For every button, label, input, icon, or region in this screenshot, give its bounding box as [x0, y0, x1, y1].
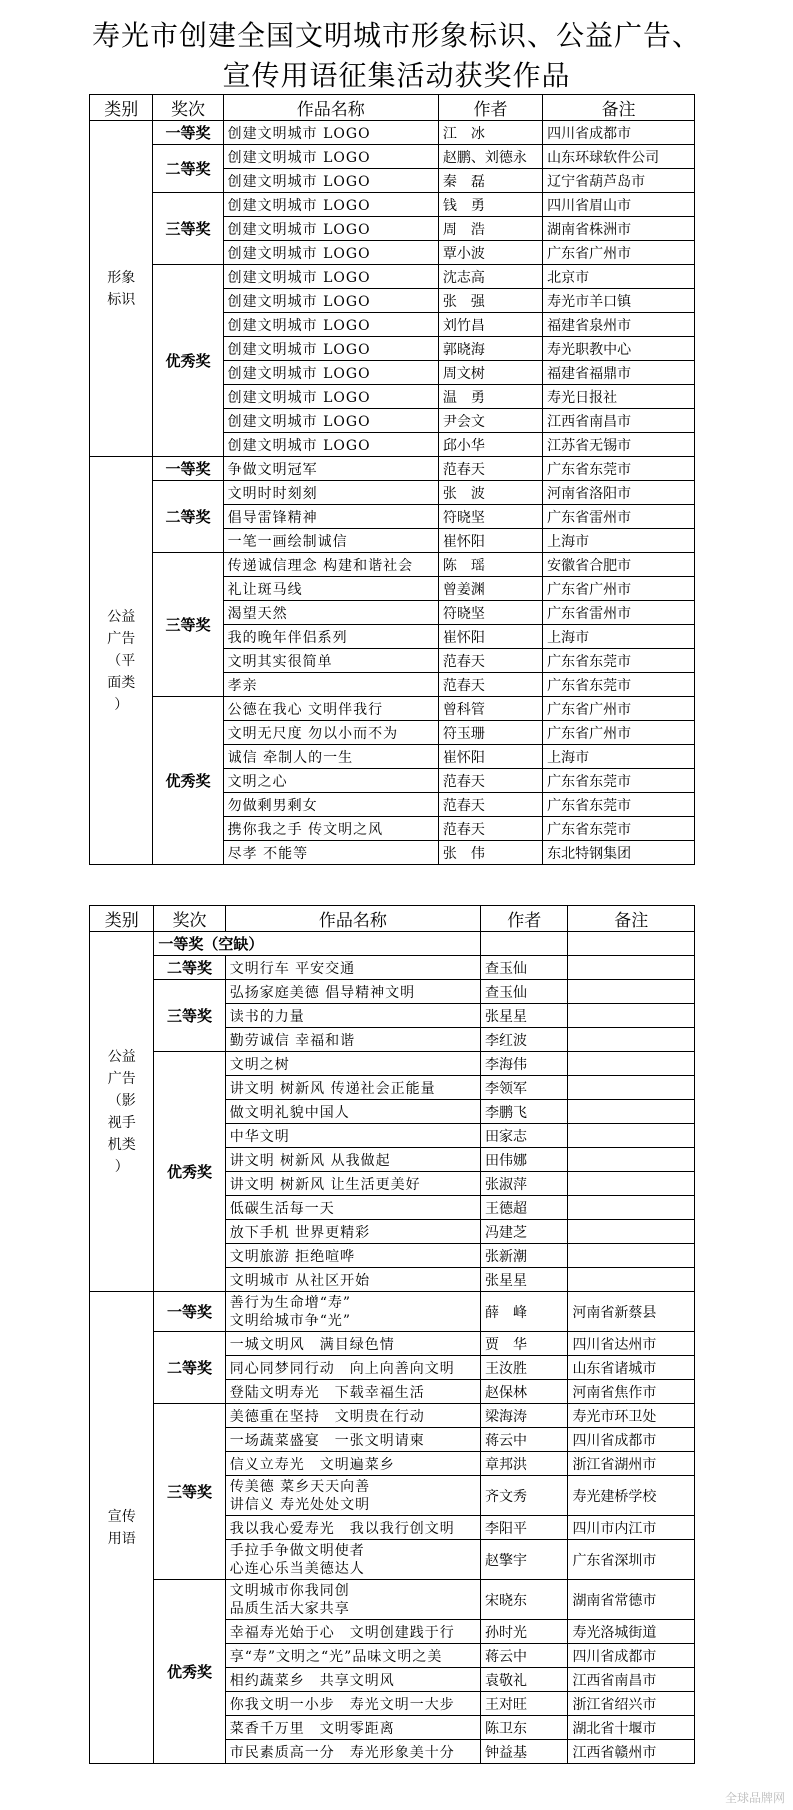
- remarks-cell: [568, 1172, 695, 1196]
- work-name-cell: 创建文明城市 LOGO: [223, 409, 438, 433]
- author-cell: 蒋云中: [481, 1644, 568, 1668]
- work-name-cell: 讲文明 树新风 传递社会正能量: [225, 1076, 480, 1100]
- work-name-cell: 创建文明城市 LOGO: [223, 121, 438, 145]
- table-row: [90, 1052, 695, 1076]
- work-name-cell: 中华文明: [225, 1124, 480, 1148]
- remarks-cell: [568, 1052, 695, 1076]
- author-cell: 查玉仙: [481, 980, 568, 1004]
- author-cell: 赵鹏、刘德永: [438, 145, 542, 169]
- work-name-cell: 诚信 牵制人的一生: [223, 745, 438, 769]
- work-name-cell: 倡导雷锋精神: [223, 505, 438, 529]
- remarks-cell: 湖北省十堰市: [568, 1716, 695, 1740]
- work-name-cell: 创建文明城市 LOGO: [223, 289, 438, 313]
- header-award: 奖次: [154, 906, 225, 932]
- remarks-cell: 四川省达州市: [568, 1332, 695, 1356]
- remarks-cell: 广东省广州市: [543, 241, 695, 265]
- header-remarks: 备注: [543, 95, 695, 121]
- work-name-cell: 文明时时刻刻: [223, 481, 438, 505]
- author-cell: 冯建芝: [481, 1220, 568, 1244]
- remarks-cell: 上海市: [543, 745, 695, 769]
- header-author: 作者: [438, 95, 542, 121]
- remarks-cell: 广东省雷州市: [543, 505, 695, 529]
- remarks-cell: 广东省东莞市: [543, 793, 695, 817]
- remarks-cell: 广东省深圳市: [568, 1540, 695, 1580]
- remarks-cell: 寿光建桥学校: [568, 1476, 695, 1516]
- work-name-cell: 读书的力量: [225, 1004, 480, 1028]
- remarks-cell: 上海市: [543, 625, 695, 649]
- remarks-cell: 四川省成都市: [568, 1644, 695, 1668]
- remarks-cell: 寿光职教中心: [543, 337, 695, 361]
- work-name-cell: 同心同梦同行动 向上向善向文明: [225, 1356, 480, 1380]
- remarks-cell: 广东省东莞市: [543, 649, 695, 673]
- author-cell: 范春天: [438, 673, 542, 697]
- award-cell: 优秀奖: [154, 1052, 225, 1292]
- work-name-cell: 文明之树: [225, 1052, 480, 1076]
- remarks-cell: [568, 1220, 695, 1244]
- work-name-cell: 菜香千万里 文明零距离: [225, 1716, 480, 1740]
- work-name-cell: 创建文明城市 LOGO: [223, 265, 438, 289]
- author-cell: 崔怀阳: [438, 625, 542, 649]
- work-name-cell: 幸福寿光始于心 文明创建践于行: [225, 1620, 480, 1644]
- remarks-cell: [568, 1004, 695, 1028]
- author-cell: 赵保林: [481, 1380, 568, 1404]
- remarks-cell: [568, 932, 695, 956]
- work-name-cell: 市民素质高一分 寿光形象美十分: [225, 1740, 480, 1764]
- work-name-cell: 善行为生命增“寿” 文明给城市争“光”: [225, 1292, 480, 1332]
- remarks-cell: 四川省眉山市: [543, 193, 695, 217]
- author-cell: 查玉仙: [481, 956, 568, 980]
- header-work-name: 作品名称: [225, 906, 480, 932]
- header-author: 作者: [481, 906, 568, 932]
- work-name-cell: 一城文明风 满目绿色情: [225, 1332, 480, 1356]
- author-cell: 齐文秀: [481, 1476, 568, 1516]
- author-cell: 沈志高: [438, 265, 542, 289]
- work-name-cell: 文明行车 平安交通: [225, 956, 480, 980]
- header-category: 类别: [90, 95, 153, 121]
- work-name-cell: 文明旅游 拒绝喧哗: [225, 1244, 480, 1268]
- author-cell: 李红波: [481, 1028, 568, 1052]
- author-cell: 符玉珊: [438, 721, 542, 745]
- work-name-cell: 我以我心爱寿光 我以我行创文明: [225, 1516, 480, 1540]
- author-cell: 章邦洪: [481, 1452, 568, 1476]
- author-cell: 王德超: [481, 1196, 568, 1220]
- remarks-cell: 寿光洛城街道: [568, 1620, 695, 1644]
- table-row: [90, 956, 695, 980]
- work-name-cell: 公德在我心 文明伴我行: [223, 697, 438, 721]
- remarks-cell: 东北特钢集团: [543, 841, 695, 865]
- remarks-cell: 广东省广州市: [543, 721, 695, 745]
- award-cell: 三等奖: [153, 553, 223, 697]
- remarks-cell: 上海市: [543, 529, 695, 553]
- author-cell: 李领军: [481, 1076, 568, 1100]
- author-cell: 温 勇: [438, 385, 542, 409]
- author-cell: 张 强: [438, 289, 542, 313]
- remarks-cell: 河南省洛阳市: [543, 481, 695, 505]
- remarks-cell: 江西省南昌市: [568, 1668, 695, 1692]
- author-cell: [481, 932, 568, 956]
- header-category: 类别: [90, 906, 154, 932]
- work-name-cell: 登陆文明寿光 下载幸福生活: [225, 1380, 480, 1404]
- author-cell: 张 伟: [438, 841, 542, 865]
- award-cell: 二等奖: [154, 1332, 225, 1404]
- remarks-cell: 福建省泉州市: [543, 313, 695, 337]
- author-cell: 周 浩: [438, 217, 542, 241]
- remarks-cell: 广东省雷州市: [543, 601, 695, 625]
- work-name-cell: 我的晚年伴侣系列: [223, 625, 438, 649]
- remarks-cell: 寿光市环卫处: [568, 1404, 695, 1428]
- remarks-cell: 湖南省常德市: [568, 1580, 695, 1620]
- work-name-cell: 低碳生活每一天: [225, 1196, 480, 1220]
- remarks-cell: 河南省新蔡县: [568, 1292, 695, 1332]
- work-name-cell: 创建文明城市 LOGO: [223, 313, 438, 337]
- award-cell: 三等奖: [154, 980, 225, 1052]
- remarks-cell: [568, 1124, 695, 1148]
- work-name-cell: 携你我之手 传文明之风: [223, 817, 438, 841]
- author-cell: 符晓坚: [438, 505, 542, 529]
- author-cell: 曾姜渊: [438, 577, 542, 601]
- work-name-cell: 文明城市 从社区开始: [225, 1268, 480, 1292]
- work-name-cell: 勿做剩男剩女: [223, 793, 438, 817]
- author-cell: 尹会文: [438, 409, 542, 433]
- author-cell: 范春天: [438, 769, 542, 793]
- work-name-cell: 你我文明一小步 寿光文明一大步: [225, 1692, 480, 1716]
- work-name-cell: 创建文明城市 LOGO: [223, 217, 438, 241]
- work-name-cell: 讲文明 树新风 从我做起: [225, 1148, 480, 1172]
- author-cell: 李鹏飞: [481, 1100, 568, 1124]
- remarks-cell: 山东环球软件公司: [543, 145, 695, 169]
- remarks-cell: 湖南省株洲市: [543, 217, 695, 241]
- author-cell: 范春天: [438, 793, 542, 817]
- award-cell: 二等奖: [153, 481, 223, 553]
- work-name-cell: 礼让斑马线: [223, 577, 438, 601]
- remarks-cell: 北京市: [543, 265, 695, 289]
- remarks-cell: 广东省东莞市: [543, 817, 695, 841]
- author-cell: 邱小华: [438, 433, 542, 457]
- work-name-cell: 享“寿”文明之“光”品味文明之美: [225, 1644, 480, 1668]
- remarks-cell: 河南省焦作市: [568, 1380, 695, 1404]
- remarks-cell: 广东省东莞市: [543, 457, 695, 481]
- work-name-cell: 美德重在坚持 文明贵在行动: [225, 1404, 480, 1428]
- author-cell: 蒋云中: [481, 1428, 568, 1452]
- author-cell: 江 冰: [438, 121, 542, 145]
- work-name-cell: 文明其实很简单: [223, 649, 438, 673]
- remarks-cell: [568, 1196, 695, 1220]
- remarks-cell: [568, 1148, 695, 1172]
- author-cell: 崔怀阳: [438, 529, 542, 553]
- remarks-cell: [568, 1100, 695, 1124]
- table-row: [90, 265, 695, 289]
- table-row: [90, 1332, 695, 1356]
- remarks-cell: 四川省成都市: [543, 121, 695, 145]
- award-cell: 三等奖: [154, 1404, 225, 1580]
- author-cell: 宋晓东: [481, 1580, 568, 1620]
- table-row: [90, 1580, 695, 1620]
- work-name-cell: 一笔一画绘制诚信: [223, 529, 438, 553]
- work-name-cell: 创建文明城市 LOGO: [223, 145, 438, 169]
- remarks-cell: 江苏省无锡市: [543, 433, 695, 457]
- work-name-cell: 渴望天然: [223, 601, 438, 625]
- category-cell: 公益 广告 （平 面类 ）: [90, 457, 153, 865]
- table-row: [90, 1292, 695, 1332]
- author-cell: 赵擎宇: [481, 1540, 568, 1580]
- remarks-cell: 四川市内江市: [568, 1516, 695, 1540]
- author-cell: 刘竹昌: [438, 313, 542, 337]
- remarks-cell: 江西省南昌市: [543, 409, 695, 433]
- table-row: [90, 457, 695, 481]
- author-cell: 张淑萍: [481, 1172, 568, 1196]
- award-cell: 二等奖: [153, 145, 223, 193]
- work-name-cell: 创建文明城市 LOGO: [223, 169, 438, 193]
- work-name-cell: 文明城市你我同创 品质生活大家共享: [225, 1580, 480, 1620]
- work-name-cell: 创建文明城市 LOGO: [223, 433, 438, 457]
- author-cell: 李阳平: [481, 1516, 568, 1540]
- remarks-cell: [568, 1244, 695, 1268]
- remarks-cell: [568, 980, 695, 1004]
- author-cell: 陈 瑶: [438, 553, 542, 577]
- remarks-cell: 寿光日报社: [543, 385, 695, 409]
- award-cell: 一等奖（空缺）: [154, 932, 481, 956]
- watermark: 全球品牌网: [724, 1791, 785, 1805]
- author-cell: 陈卫东: [481, 1716, 568, 1740]
- work-name-cell: 创建文明城市 LOGO: [223, 361, 438, 385]
- remarks-cell: 浙江省湖州市: [568, 1452, 695, 1476]
- author-cell: 周文树: [438, 361, 542, 385]
- work-name-cell: 做文明礼貌中国人: [225, 1100, 480, 1124]
- author-cell: 张 波: [438, 481, 542, 505]
- author-cell: 张星星: [481, 1268, 568, 1292]
- work-name-cell: 孝亲: [223, 673, 438, 697]
- work-name-cell: 手拉手争做文明使者 心连心乐当美德达人: [225, 1540, 480, 1580]
- author-cell: 郭晓海: [438, 337, 542, 361]
- work-name-cell: 创建文明城市 LOGO: [223, 337, 438, 361]
- awards-table-1: [89, 94, 695, 865]
- remarks-cell: 安徽省合肥市: [543, 553, 695, 577]
- work-name-cell: 一场蔬菜盛宴 一张文明请柬: [225, 1428, 480, 1452]
- remarks-cell: [568, 1268, 695, 1292]
- award-cell: 优秀奖: [153, 697, 223, 865]
- header-remarks: 备注: [568, 906, 695, 932]
- remarks-cell: [568, 956, 695, 980]
- remarks-cell: 广东省东莞市: [543, 769, 695, 793]
- table-row: [90, 697, 695, 721]
- author-cell: 张新潮: [481, 1244, 568, 1268]
- table-row: [90, 193, 695, 217]
- table-header-row: [90, 906, 695, 932]
- page-title-line1: 寿光市创建全国文明城市形象标识、公益广告、: [91, 19, 701, 52]
- remarks-cell: 辽宁省葫芦岛市: [543, 169, 695, 193]
- author-cell: 范春天: [438, 817, 542, 841]
- remarks-cell: 山东省诸城市: [568, 1356, 695, 1380]
- award-cell: 三等奖: [153, 193, 223, 265]
- author-cell: 曾科管: [438, 697, 542, 721]
- work-name-cell: 传递诚信理念 构建和谐社会: [223, 553, 438, 577]
- award-cell: 一等奖: [153, 121, 223, 145]
- author-cell: 田家志: [481, 1124, 568, 1148]
- remarks-cell: 广东省东莞市: [543, 673, 695, 697]
- author-cell: 范春天: [438, 457, 542, 481]
- author-cell: 袁敬礼: [481, 1668, 568, 1692]
- header-work-name: 作品名称: [223, 95, 438, 121]
- category-cell: 宣传 用语: [90, 1292, 154, 1764]
- author-cell: 薛 峰: [481, 1292, 568, 1332]
- work-name-cell: 创建文明城市 LOGO: [223, 193, 438, 217]
- work-name-cell: 尽孝 不能等: [223, 841, 438, 865]
- author-cell: 崔怀阳: [438, 745, 542, 769]
- work-name-cell: 文明无尺度 勿以小而不为: [223, 721, 438, 745]
- author-cell: 王汝胜: [481, 1356, 568, 1380]
- author-cell: 贾 华: [481, 1332, 568, 1356]
- work-name-cell: 传美德 菜乡天天向善 讲信义 寿光处处文明: [225, 1476, 480, 1516]
- award-cell: 二等奖: [154, 956, 225, 980]
- work-name-cell: 勤劳诚信 幸福和谐: [225, 1028, 480, 1052]
- author-cell: 符晓坚: [438, 601, 542, 625]
- remarks-cell: [568, 1076, 695, 1100]
- work-name-cell: 信义立寿光 文明遍菜乡: [225, 1452, 480, 1476]
- author-cell: 钱 勇: [438, 193, 542, 217]
- work-name-cell: 创建文明城市 LOGO: [223, 385, 438, 409]
- author-cell: 秦 磊: [438, 169, 542, 193]
- award-cell: 一等奖: [154, 1292, 225, 1332]
- work-name-cell: 相约蔬菜乡 共享文明风: [225, 1668, 480, 1692]
- work-name-cell: 弘扬家庭美德 倡导精神文明: [225, 980, 480, 1004]
- table-row: [90, 145, 695, 169]
- page-title-line2: 宣传用语征集活动获奖作品: [222, 59, 571, 92]
- remarks-cell: 四川省成都市: [568, 1428, 695, 1452]
- table-header-row: [90, 95, 695, 121]
- author-cell: 孙时光: [481, 1620, 568, 1644]
- category-cell: 公益 广告 （影 视手 机类 ）: [90, 932, 154, 1292]
- category-cell: 形象 标识: [90, 121, 153, 457]
- work-name-cell: 文明之心: [223, 769, 438, 793]
- author-cell: 覃小波: [438, 241, 542, 265]
- author-cell: 梁海涛: [481, 1404, 568, 1428]
- work-name-cell: 放下手机 世界更精彩: [225, 1220, 480, 1244]
- author-cell: 王对旺: [481, 1692, 568, 1716]
- award-cell: 一等奖: [153, 457, 223, 481]
- remarks-cell: 广东省广州市: [543, 577, 695, 601]
- author-cell: 范春天: [438, 649, 542, 673]
- header-award: 奖次: [153, 95, 223, 121]
- table-row: [90, 932, 695, 956]
- remarks-cell: 广东省广州市: [543, 697, 695, 721]
- author-cell: 田伟娜: [481, 1148, 568, 1172]
- author-cell: 张星星: [481, 1004, 568, 1028]
- remarks-cell: 浙江省绍兴市: [568, 1692, 695, 1716]
- author-cell: 李海伟: [481, 1052, 568, 1076]
- work-name-cell: 争做文明冠军: [223, 457, 438, 481]
- table-row: [90, 481, 695, 505]
- awards-table-2: [89, 905, 695, 1764]
- remarks-cell: [568, 1028, 695, 1052]
- award-cell: 优秀奖: [154, 1580, 225, 1764]
- award-cell: 优秀奖: [153, 265, 223, 457]
- remarks-cell: 福建省福鼎市: [543, 361, 695, 385]
- table-row: [90, 980, 695, 1004]
- author-cell: 钟益基: [481, 1740, 568, 1764]
- table-row: [90, 1404, 695, 1428]
- remarks-cell: 寿光市羊口镇: [543, 289, 695, 313]
- work-name-cell: 讲文明 树新风 让生活更美好: [225, 1172, 480, 1196]
- table-row: [90, 553, 695, 577]
- work-name-cell: 创建文明城市 LOGO: [223, 241, 438, 265]
- table-row: [90, 121, 695, 145]
- remarks-cell: 江西省赣州市: [568, 1740, 695, 1764]
